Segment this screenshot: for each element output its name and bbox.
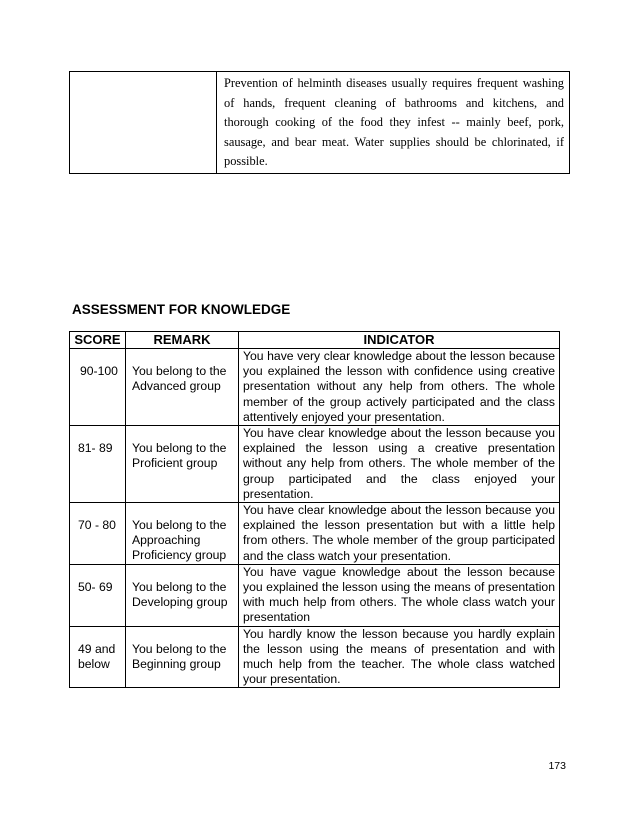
empty-cell: [70, 72, 217, 174]
table-row: [70, 349, 560, 426]
prevention-table: [69, 71, 570, 174]
section-heading: ASSESSMENT FOR KNOWLEDGE: [72, 302, 291, 317]
score-cell: 70 - 80: [70, 503, 126, 565]
remark-cell: You belong to the Proficient group: [126, 426, 239, 503]
indicator-cell: You have very clear knowledge about the lesson because you explained the lesson with confidence using creative presentation without any help from others. The whole member of the group actively participated and the class attentively enjoyed your presentation.: [239, 349, 560, 426]
assessment-table: [69, 331, 560, 688]
indicator-cell: You have vague knowledge about the lesson because you explained the lesson using the means of presentation with much help from others. The whole class watch your presentation: [239, 564, 560, 626]
score-cell: 50- 69: [70, 564, 126, 626]
page-number: 173: [548, 760, 566, 772]
text-cell: [217, 72, 570, 174]
header-indicator: INDICATOR: [239, 332, 560, 349]
table-row: [70, 564, 560, 626]
table-row: [70, 626, 560, 688]
table-row: [70, 426, 560, 503]
remark-cell: You belong to the Approaching Proficiency group: [126, 503, 239, 565]
indicator-cell: You have clear knowledge about the lesson because you explained the lesson presentation but with a little help from others. The whole member of the group participated and the class watch your presentation.: [239, 503, 560, 565]
score-cell: 81- 89: [70, 426, 126, 503]
remark-cell: You belong to the Developing group: [126, 564, 239, 626]
indicator-cell: You hardly know the lesson because you hardly explain the lesson using the means of presentation and with much help from the teacher. The whole class watched your presentation.: [239, 626, 560, 688]
indicator-cell: You have clear knowledge about the lesson because you explained the lesson using a creative presentation without any help from others. The whole member of the group participated and the class enjoyed your presentation.: [239, 426, 560, 503]
table-row: [70, 72, 570, 174]
header-row: [70, 332, 560, 349]
score-cell: 90-100: [70, 349, 126, 426]
table-row: [70, 503, 560, 565]
score-cell: 49 and below: [70, 626, 126, 688]
header-score: SCORE: [70, 332, 126, 349]
header-remark: REMARK: [126, 332, 239, 349]
remark-cell: You belong to the Beginning group: [126, 626, 239, 688]
prevention-paragraph: Prevention of helminth diseases usually requires frequent washing of hands, frequent cleaning of bathrooms and kitchens, and thorough cooking of the food they infest -- mainly beef, pork, sausage, and bear meat. Water supplies should be chlorinated, if possible.: [224, 76, 564, 169]
remark-cell: You belong to the Advanced group: [126, 349, 239, 426]
